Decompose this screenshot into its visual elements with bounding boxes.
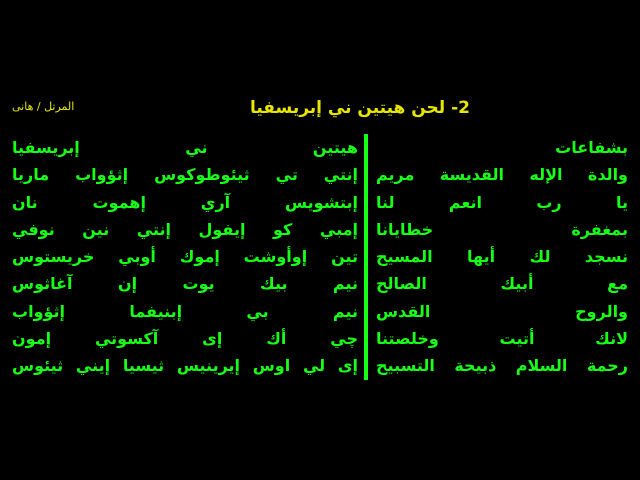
arabic-line: والدة الإله القديسة مريم — [376, 165, 628, 185]
arabic-line: لانك أتيت وخلصتنا — [376, 329, 628, 349]
hymn-title: 2- لحن هيتين ني إبريسفيا — [249, 98, 471, 118]
arabic-line: بمغفرة خطايانا — [376, 219, 628, 239]
arabic-line: والروح القدس — [376, 301, 628, 321]
coptic-line: هيتين ني إبريسفيا — [12, 138, 358, 157]
coptic-line: إى لي اوس إيرينيس ثيسيا إيني ثيئوس — [12, 356, 358, 376]
arabic-line: رحمة السلام ذبيحة التسبيح — [376, 356, 628, 376]
arabic-line: يا رب انعم لنا — [376, 192, 628, 212]
coptic-line: تين إوأوشت إموك أوبي خريستوس — [12, 247, 358, 267]
arabic-line: مع أبيك الصالح — [376, 274, 628, 294]
coptic-line: إمبي كو إيفول إنتي نين نوفي — [12, 219, 358, 239]
coptic-line: إنتي تي ثيئوطوكوس إثؤواب ماريا — [12, 165, 358, 185]
arabic-column — [376, 134, 628, 380]
coptic-line: نيم بي إبنيفما إثؤواب — [12, 301, 358, 321]
arabic-line: بشفاعات — [555, 138, 628, 157]
coptic-column — [12, 134, 358, 380]
chanter-label: المرتل / هانى — [12, 100, 75, 113]
column-divider — [364, 134, 368, 380]
coptic-line: نيم بيك يوت إن آغاثوس — [12, 274, 358, 294]
arabic-line: نسجد لك أيها المسيح — [376, 247, 628, 267]
coptic-line: إبتشويس آري إهموت نان — [12, 192, 358, 212]
coptic-line: چي أك إى آكسوتي إمون — [12, 329, 358, 349]
